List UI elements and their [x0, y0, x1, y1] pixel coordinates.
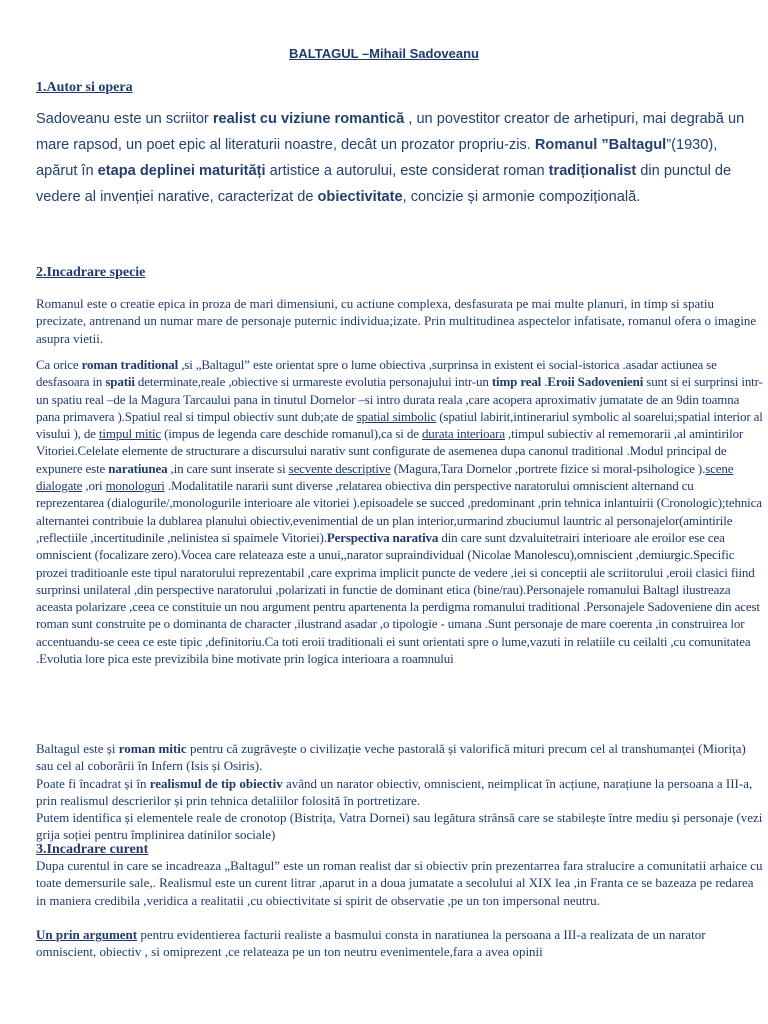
text-run: roman traditional	[81, 357, 179, 372]
text-run: realist cu viziune romantică	[212, 111, 405, 127]
text-run: etapa deplinei maturități	[97, 163, 266, 179]
text-run: naratiunea	[108, 460, 168, 476]
paragraph-argument: Un prin argument pentru evidentierea facturii realiste a basmului consta in naratiunea la persoana a III-a realizata de un narator omniscient, obiectiv , si omiprezent ,ce relateaza pe un ton neutru evenimentele,fara a avea opinii	[36, 927, 706, 960]
text-run: secvente descriptive	[288, 460, 391, 476]
text-run: scene dialogate	[36, 460, 734, 494]
text-run: Romanul ”Baltagul	[534, 137, 667, 153]
text-run: monologuri	[105, 478, 165, 494]
text-run: obiectivitate	[317, 189, 403, 205]
text-run: roman mitic	[118, 741, 187, 756]
paragraph-roman-definitie: Romanul este o creatie epica in proza de mari dimensiuni, cu actiune complexa, desfasurata pe mai multe planuri, in timp si spatiu precizate, antrenand un numar mare de personaje puternic individua;izate. Prin multitudinea aspectelor infatisate, romanul ofera o imagine asupra vietii.	[36, 296, 757, 346]
document-title: BALTAGUL –Mihail Sadoveanu	[289, 46, 479, 61]
text-run: timp real	[491, 374, 542, 390]
section-heading-incadrare-specie: 2.Incadrare specie	[36, 265, 146, 280]
section-heading-incadrare-curent: 3.Incadrare curent	[36, 842, 149, 857]
text-run: spatii	[105, 374, 135, 390]
text-run: timpul mitic	[98, 426, 162, 442]
paragraph-realism: Dupa curentul in care se incadreaza „Baltagul” este un roman realist dar si obiectiv prin prezentarrea fara stralucire a comunitatii arhaice cu toate demersurile sale,. Realismul este un curent litrar ,aparut in a doua jumatate a secolului al XIX lea ,in Franta ce se bazeaza pe redarea in maniera credibila ,veridica a realitatii ,cu obiectivitate si spirit de observatie ,pe un ton impersonal neutru.	[36, 858, 763, 908]
text-run: tradiționalist	[548, 163, 637, 179]
text-run: Eroii Sadovenieni	[547, 374, 644, 390]
text-run: realismul de tip obiectiv	[149, 775, 283, 791]
intro-paragraph: Sadoveanu este un scriitor realist cu viziune romantică , un povestitor creator de arhetipuri, mai degrabă un mare rapsod, un poet epic al literaturii noastre, decât un prozator propriu-zis. Romanul ”Baltagul”(1930), apărut în etapa deplinei maturități artistice a autorului, este considerat roman tradiționalist din punctul de vedere al invenției narative, caracterizat de obiectivitate, concizie și armonie compozițională.	[36, 111, 745, 205]
text-run: Perspectiva narativa	[326, 529, 439, 545]
section-heading-autor-opera: 1.Autor si opera	[36, 80, 133, 95]
text-run: Un prin argument	[36, 927, 138, 942]
text-run: durata interioara	[421, 426, 505, 442]
paragraph-roman-traditional: Ca orice roman traditional ,si „Baltagul” este orientat spre o lume obiectiva ,surprinsa in existent ei social-istorica .asadar actiunea se desfasoara in spatii determinate,reale ,obiective si urmareste evolutia personajului intr-un timp real .Eroii Sadovenieni sunt si ei surprinsi intr-un spatiu real –de la Magura Tarcaului pana in tinutul Dornelor –si intro durata reala ,care acopera aproximativ jumatate de an 9din toamna pana primavera ).Spatiul real si timpul obiectiv sunt dub;ate de spatial simbolic (spatiul labirit,intinerariul symbolic al soarelui;spatial interior al visului ), de timpul mitic (impus de legenda care deschide romanul),ca si de durata interioara ,timpul subiectiv al rememorarii ,al amintirilor Vitoriei.Celelate elemente de structurare a discursului narativ sunt configurate de asemenea dupa canonul traditional .Modul principal de expunere este naratiunea ,in care sunt inserate si secvente descriptive (Magura,Tara Dornelor ,portrete fizice si moral-psihologice ).scene dialogate ,ori monologuri .Modalitatile nararii sunt diverse ,relatarea obiectiva din perspective naratorului omniscient alternand cu reprezentarea (dialogurile/,monologurile interioare ale vitoriei ).episoadele se succed ,predominant ,prin tehnica inlantuirii (Cronologic);tehnica alternantei contribuie la dublarea planului obiectiv,evenimential de un plan interior,urmarind zbuciumul launtric al personajelor(amintirile ,reflectiile ,incertitudinile ,nelinistea si spaimele Vitoriei).Perspectiva narativa din care sunt dzvaluitetrairi interioare ale eroilor ese cea omniscient (focalizare zero).Vocea care relateaza este a unui,,narator supraindividual (Nicolae Manolescu),omniscient ,demiurgic.Specific prozei traditioanle este tipul naratorului reprezentabil ,care exprima implicit puncte de vedere ,iei si conceptii ale scriitorului ,eroii clasici fiind surprinsi unilateral ,din perspective naratorului ,polarizati in functie de dominant etica (bine/rau).Personajele romanului Baltagl ilustreaza aceasta polarizare ,ceea ce constituie un nou argument pentru apartenenta la perdigma romanului traditional .Personajele Sadoveniene din acest roman sunt construite pe o dominanta de character ,ilustrand asadar ,o tipologie - umana .Sunt personaje de mare coerenta ,in construirea lor accentuandu-se ceea ce este tipic ,definitoriu.Ca toti eroii traditionali ei sunt orientati spre o lume,vazuti in relatiile cu ceilalti ,cu comunitatea .Evolutia lore pica este previzibila bine motivate prin logica interioara a roamnului	[36, 357, 763, 667]
paragraph-roman-mitic: Baltagul este și roman mitic pentru că zugrăvește o civilizație veche pastorală și valorifică mituri precum cel al transhumanței (Miorița) sau cel al coborârii în Infern (Isis și Osiris). Poate fi încadrat și în realismul de tip obiectiv având un narator obiectiv, omniscient, neimplicat în acțiune, narațiune la persoana a III-a, prin realismul descrierilor și prin tehnica detaliilor folosită în portretizare. Putem identifica și elementele reale de cronotop (Bistrița, Vatra Dornei) sau legătura strânsă care se stabilește între mediu și personaje (vezi grija soției pentru împlinirea datinilor sociale)	[36, 741, 763, 843]
text-run: spatial simbolic	[356, 408, 437, 424]
